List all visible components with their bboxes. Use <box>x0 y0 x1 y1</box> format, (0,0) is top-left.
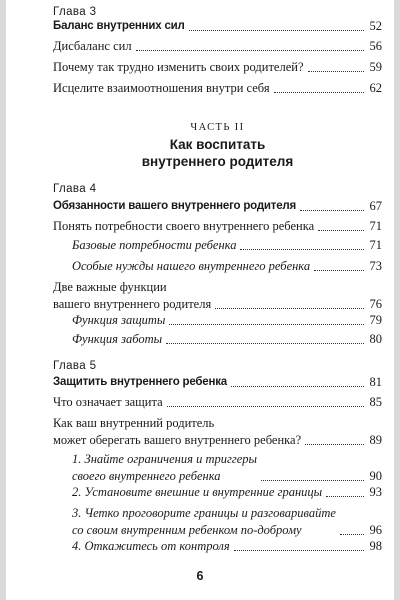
toc-entry-title: Что означает защита <box>53 395 163 409</box>
dot-leader <box>231 386 364 387</box>
toc-entry[interactable] <box>53 18 382 35</box>
toc-entry-page: 73 <box>369 259 382 273</box>
chapter-heading: Глава 3 <box>53 6 97 18</box>
toc-entry-page: 71 <box>369 219 382 233</box>
toc-entry-title-line: 1. Знайте ограничения и триггеры <box>72 452 257 466</box>
dot-leader <box>274 92 364 93</box>
toc-entry-page: 79 <box>369 313 382 327</box>
toc-entry-title-line: 3. Четко проговорите границы и разговаривайте <box>72 506 336 520</box>
toc-entry-title: Почему так трудно изменить своих родителей? <box>53 60 304 74</box>
dot-leader <box>136 50 364 51</box>
part-title <box>53 136 382 170</box>
toc-entry[interactable] <box>53 38 382 55</box>
toc-entry[interactable] <box>53 80 382 97</box>
toc-entry-title: Функция заботы <box>72 332 163 346</box>
toc-entry-page: 59 <box>369 60 382 74</box>
dot-leader <box>308 71 364 72</box>
toc-entry-title-line: вашего внутреннего родителя <box>53 297 212 311</box>
part-title-line: Как воспитать <box>169 137 266 152</box>
toc-entry-title: 4. Откажитесь от контроля <box>72 539 230 553</box>
toc-subentry[interactable] <box>72 312 382 329</box>
toc-subentry[interactable] <box>72 451 382 485</box>
toc-entry-page: 80 <box>369 332 382 346</box>
dot-leader <box>305 444 364 445</box>
toc-entry[interactable] <box>53 394 382 411</box>
dot-leader <box>169 324 364 325</box>
toc-subentry[interactable] <box>72 258 382 275</box>
toc-entry-title <box>72 451 257 485</box>
toc-subentry[interactable] <box>72 484 382 501</box>
dot-leader <box>300 210 364 211</box>
part-label: ЧАСТЬ II <box>190 122 245 133</box>
toc-entry-title: 2. Установите внешние и внутренние границы <box>72 485 323 499</box>
toc-subentry[interactable] <box>72 331 382 348</box>
toc-entry-page: 56 <box>369 39 382 53</box>
dot-leader <box>215 308 364 309</box>
dot-leader <box>261 480 364 481</box>
toc-entry-page: 76 <box>369 297 382 311</box>
dot-leader <box>240 249 364 250</box>
toc-entry-page: 96 <box>369 523 382 537</box>
toc-entry-page: 62 <box>369 81 382 95</box>
toc-entry-page: 93 <box>369 485 382 499</box>
toc-entry-page: 90 <box>369 469 382 483</box>
toc-entry[interactable] <box>53 279 382 313</box>
dot-leader <box>167 406 364 407</box>
book-page <box>6 0 394 600</box>
dot-leader <box>326 496 364 497</box>
toc-entry[interactable] <box>53 218 382 235</box>
toc-entry-title: Защитить внутреннего ребенка <box>53 376 227 388</box>
toc-entry[interactable] <box>53 198 382 215</box>
toc-entry-page: 98 <box>369 539 382 553</box>
toc-entry-title: Обязанности вашего внутреннего родителя <box>53 200 297 212</box>
dot-leader <box>340 534 364 535</box>
toc-subentry[interactable] <box>72 538 382 555</box>
toc-entry-title: Дисбаланс сил <box>53 39 132 53</box>
toc-subentry[interactable] <box>72 237 382 254</box>
toc-entry-title: Функция защиты <box>72 313 166 327</box>
toc-entry-page: 89 <box>369 433 382 447</box>
toc-entry-title-line: со своим внутренним ребенком по-доброму <box>72 523 302 537</box>
toc-entry-title-line: Две важные функции <box>53 280 167 294</box>
dot-leader <box>166 343 364 344</box>
toc-entry[interactable] <box>53 415 382 449</box>
toc-entry[interactable] <box>53 374 382 391</box>
toc-entry-title <box>53 279 211 313</box>
dot-leader <box>318 230 364 231</box>
toc-entry-page: 81 <box>369 375 382 389</box>
toc-entry-title-line: своего внутреннего ребенка <box>72 469 221 483</box>
toc-entry-title-line: может оберегать вашего внутреннего ребенка? <box>53 433 302 447</box>
dot-leader <box>314 270 364 271</box>
toc-subentry[interactable] <box>72 505 382 539</box>
toc-entry-page: 71 <box>369 238 382 252</box>
dot-leader <box>234 550 364 551</box>
toc-entry-page: 85 <box>369 395 382 409</box>
toc-entry-page: 52 <box>369 19 382 33</box>
part-title-line: внутреннего родителя <box>141 154 294 169</box>
toc-entry[interactable] <box>53 59 382 76</box>
chapter-heading: Глава 5 <box>53 360 97 372</box>
toc-entry-title-line: Как ваш внутренний родитель <box>53 416 215 430</box>
toc-entry-title: Понять потребности своего внутреннего ребенка <box>53 219 315 233</box>
toc-entry-title <box>72 505 336 539</box>
toc-entry-title: Особые нужды нашего внутреннего ребенка <box>72 259 311 273</box>
chapter-heading: Глава 4 <box>53 183 97 195</box>
toc-entry-title <box>53 415 301 449</box>
toc-entry-page: 67 <box>369 199 382 213</box>
toc-entry-title: Исцелите взаимоотношения внутри себя <box>53 81 270 95</box>
page-number: 6 <box>196 569 204 583</box>
toc-entry-title: Баланс внутренних сил <box>53 20 185 32</box>
toc-entry-title: Базовые потребности ребенка <box>72 238 237 252</box>
dot-leader <box>189 30 364 31</box>
